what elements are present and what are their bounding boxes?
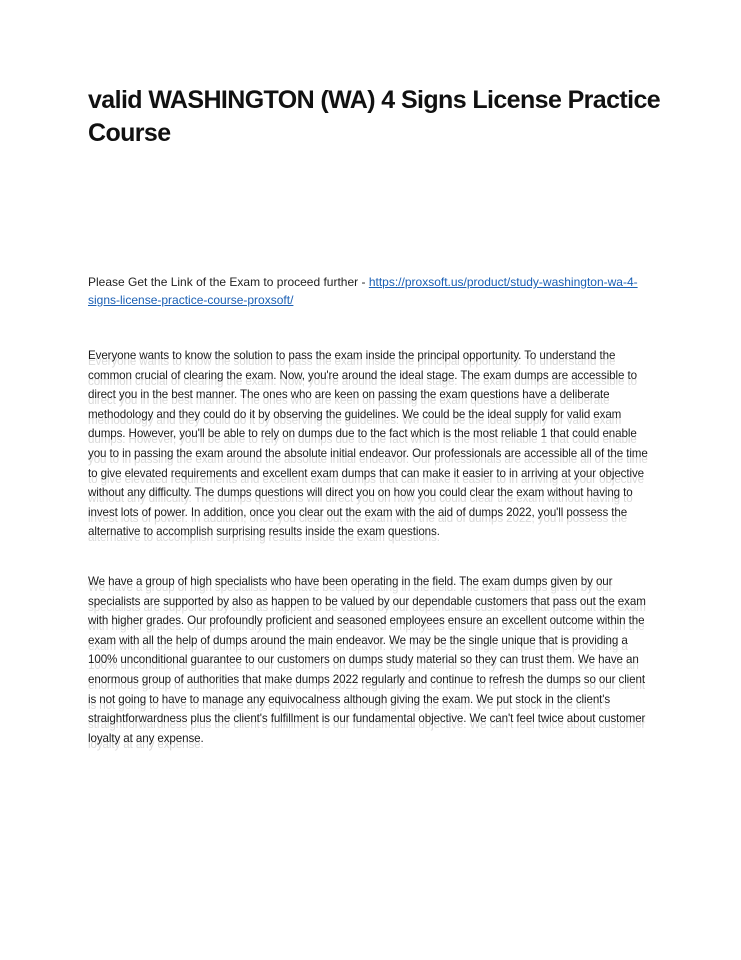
exam-link[interactable]: https://proxsoft.us/product/study-washington-wa-4-signs-license-practice-course-proxsoft/ — [88, 275, 638, 307]
link-intro-text: Please Get the Link of the Exam to proceed further - — [88, 275, 369, 289]
body-paragraph-2: We have a group of high specialists who have been operating in the field. The exam dumps given by our specialists are supported by also as happen to be valued by our dependable customers that pass out the exam with higher grades. Our profoundly proficient and seasoned employees ensure an excellent outcome within the exam with all the help of dumps around the main endeavor. We may be the single unique that is providing a 100% unconditional guarantee to our customers on dumps study material so they can trust them. We have an enormous group of authorities that make dumps 2022 regularly and continue to refresh the dumps so our client is not going to have to manage any equivocalness although giving the exam. We put stock in the client's straightforwardness plus the client's fulfillment is our fundamental objective. We can't feel twice about customer loyalty at any expense. — [88, 575, 646, 745]
body-paragraph-1: Everyone wants to know the solution to pass the exam inside the principal opportunity. To understand the common crucial of clearing the exam. Now, you're around the ideal stage. The exam dumps are accessible to direct you in the best manner. The ones who are keen on passing the exam questions have a deliberate methodology and they could do it by observing the guidelines. We could be the ideal supply for valid exam dumps. However, you'll be able to rely on dumps due to the fact which is the most reliable 1 that could enable you to in passing the exam around the absolute initial endeavor. Our professionals are accessible all of the time to give elevated requirements and excellent exam dumps that can make it easier to in arriving at your objective without any difficulty. The dumps questions will direct you on how you could clear the exam without having to invest lots of power. In addition, once you clear out the exam with the aid of dumps 2022, you'll possess the alternative to accomplish surprising results inside the exam questions. — [88, 349, 648, 539]
page-title: valid WASHINGTON (WA) 4 Signs License Practice Course — [88, 86, 661, 147]
exam-link-paragraph — [88, 273, 660, 309]
